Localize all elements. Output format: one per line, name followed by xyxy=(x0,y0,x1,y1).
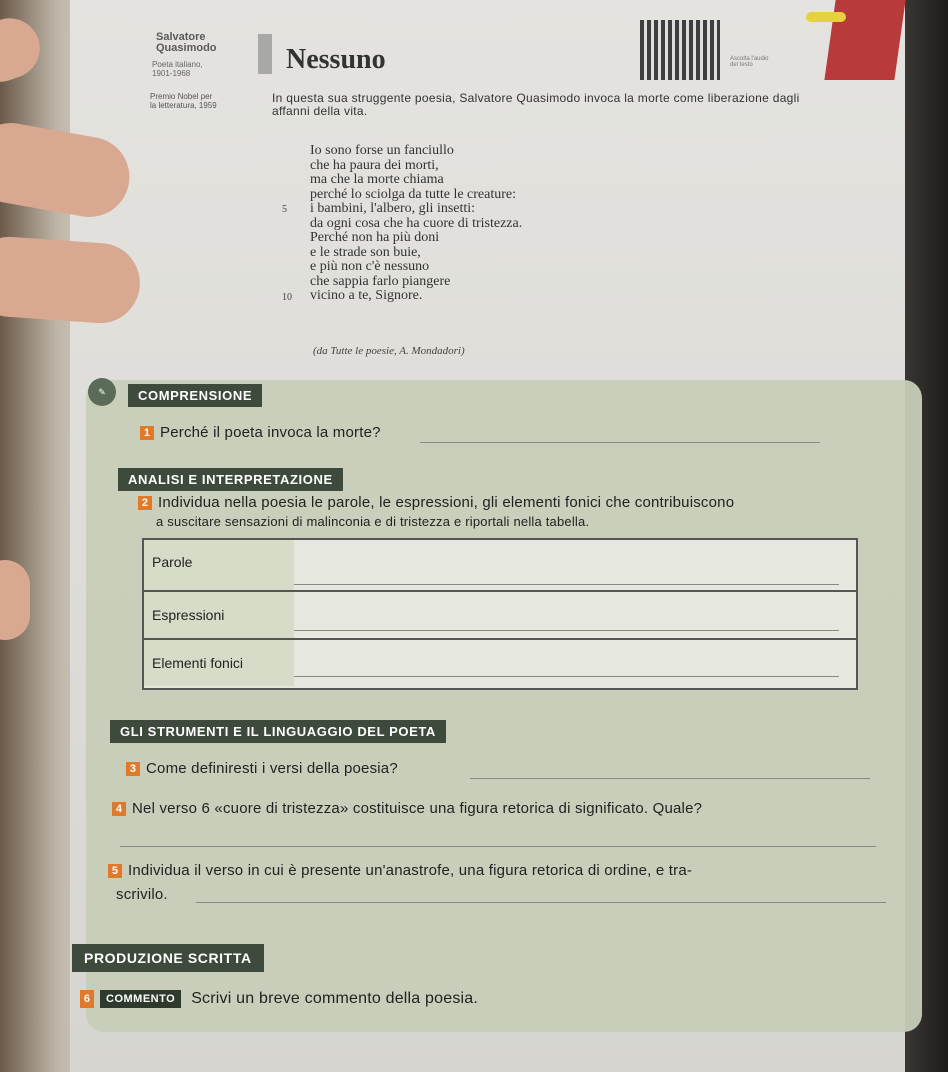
title-marker xyxy=(258,34,272,74)
question-number: 1 xyxy=(140,426,154,440)
prize-line-2: la letteratura, 1959 xyxy=(150,101,217,110)
answer-line[interactable] xyxy=(196,902,886,903)
question-2 xyxy=(138,494,734,511)
question-5 xyxy=(108,862,692,879)
finger-bottom xyxy=(0,560,30,640)
question-1 xyxy=(140,424,381,441)
poem-line: perché lo sciolga da tutte le creature: xyxy=(310,186,517,202)
question-2-line-2: a suscitare sensazioni di malinconia e di tristezza e riportali nella tabella. xyxy=(156,514,590,529)
author-prize xyxy=(150,92,217,110)
prize-line-1: Premio Nobel per xyxy=(150,92,213,101)
answer-line[interactable] xyxy=(120,846,876,847)
table-answer-line[interactable] xyxy=(294,630,839,631)
question-text: Scrivi un breve commento della poesia. xyxy=(191,990,479,1007)
question-5-line-2: scrivilo. xyxy=(116,886,168,903)
table-row-label: Parole xyxy=(144,540,294,590)
section-comprensione: COMPRENSIONE xyxy=(128,384,262,407)
poem-line: che sappia farlo piangere xyxy=(310,273,451,289)
author-dates: 1901-1968 xyxy=(152,69,191,78)
commento-tag: COMMENTO xyxy=(100,990,181,1008)
table-answer-line[interactable] xyxy=(294,676,839,677)
author-info xyxy=(152,60,203,78)
question-number: 6 xyxy=(80,990,94,1008)
author-last-name: Quasimodo xyxy=(156,42,217,54)
author-name xyxy=(156,32,217,54)
poem-line: ma che la morte chiama xyxy=(310,172,444,187)
section-strumenti: GLI STRUMENTI E IL LINGUAGGIO DEL POETA xyxy=(110,720,446,743)
question-text: Come definiresti i versi della poesia? xyxy=(146,760,398,777)
poem-line: Io sono forse un fanciullo xyxy=(310,143,454,158)
question-text: Nel verso 6 «cuore di tristezza» costituisce una figura retorica di significato. Quale? xyxy=(132,800,703,817)
poem-line: e le strade son buie, xyxy=(310,244,421,260)
question-text-line-1: Individua nella poesia le parole, le espressioni, gli elementi fonici che contribuiscono xyxy=(158,494,735,511)
question-number: 4 xyxy=(112,802,126,816)
question-text-line-1: Individua il verso in cui è presente un'anastrofe, una figura retorica di ordine, e tra- xyxy=(128,862,693,879)
table-answer-line[interactable] xyxy=(294,584,839,585)
answer-table xyxy=(142,538,858,690)
question-number: 3 xyxy=(126,762,140,776)
poem-line: da ogni cosa che ha cuore di tristezza. xyxy=(310,215,523,231)
poem-title: Nessuno xyxy=(286,44,386,75)
poem-line: i bambini, l'albero, gli insetti: xyxy=(310,201,476,216)
poem-line: e più non c'è nessuno xyxy=(310,259,430,274)
author-role: Poeta italiano, xyxy=(152,60,203,69)
exercise-icon: ✎ xyxy=(88,378,116,406)
answer-line[interactable] xyxy=(420,442,820,443)
poem-intro: In questa sua struggente poesia, Salvatore Quasimodo invoca la morte come liberazione dagli affanni della vita. xyxy=(272,91,800,118)
poem-line: Perché non ha più doni xyxy=(310,230,440,245)
qr-code-icon[interactable] xyxy=(640,20,720,80)
section-analisi: ANALISI E INTERPRETAZIONE xyxy=(118,468,343,491)
table-row-label: Espressioni xyxy=(144,592,294,638)
question-text: Perché il poeta invoca la morte? xyxy=(160,424,381,441)
line-number-5: 5 xyxy=(282,204,287,215)
question-number: 5 xyxy=(108,864,122,878)
line-number-10: 10 xyxy=(282,292,292,303)
table-row-label: Elementi fonici xyxy=(144,640,294,686)
question-6 xyxy=(80,990,478,1008)
poem-source: (da Tutte le poesie, A. Mondadori) xyxy=(313,345,465,357)
question-4 xyxy=(112,800,702,817)
audio-label: Ascolta l'audio del testo xyxy=(730,56,769,68)
poem-text xyxy=(310,144,522,304)
section-produzione: PRODUZIONE SCRITTA xyxy=(72,944,264,972)
poem-line: vicino a te, Signore. xyxy=(310,288,423,303)
poem-line: che ha paura dei morti, xyxy=(310,157,439,173)
highlighter-mark xyxy=(806,12,846,22)
question-3 xyxy=(126,760,398,777)
answer-line[interactable] xyxy=(470,778,870,779)
author-first-name: Salvatore xyxy=(156,31,206,43)
question-number: 2 xyxy=(138,496,152,510)
